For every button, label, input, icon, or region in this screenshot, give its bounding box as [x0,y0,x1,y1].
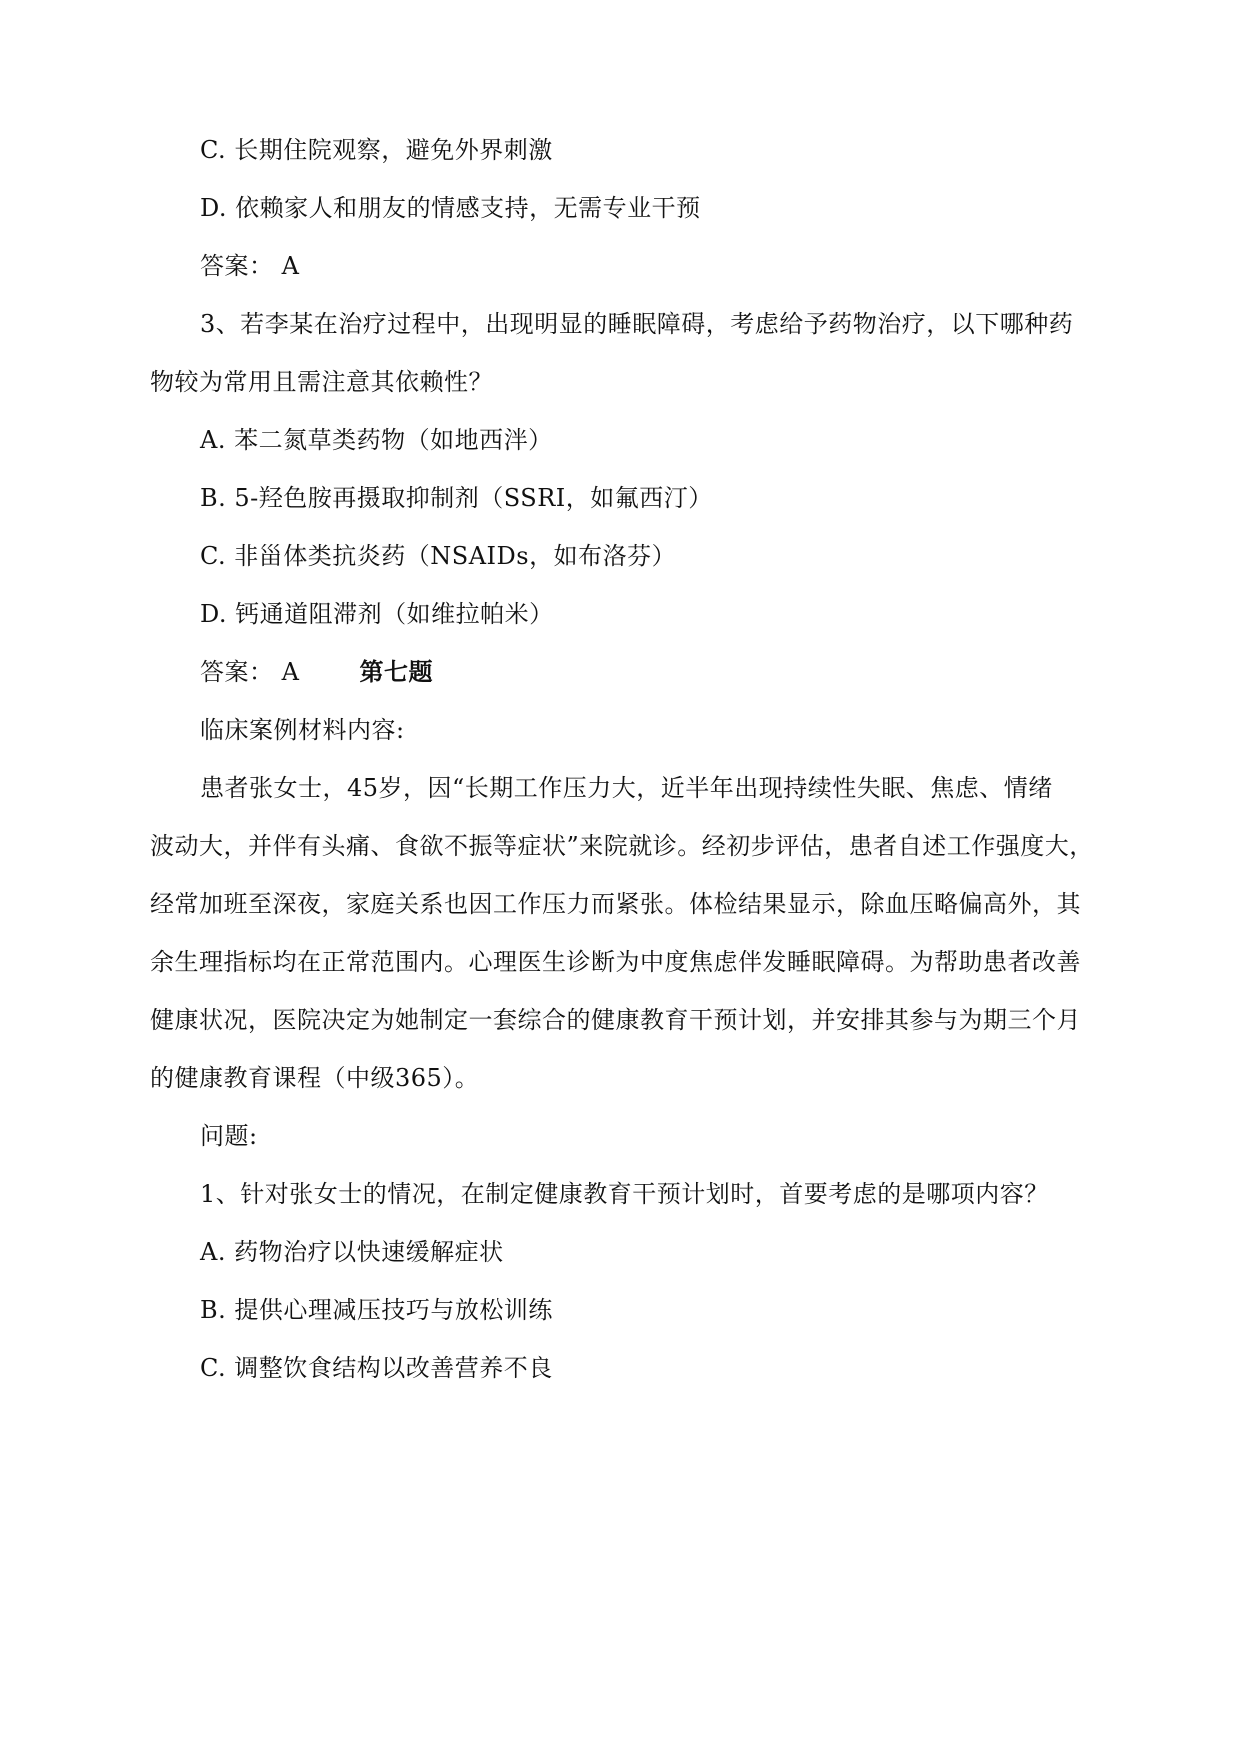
prev-option-c: C. 长期住院观察，避免外界刺激 [200,136,553,164]
case-line: 波动大，并伴有头痛、食欲不振等症状”来院就诊。经初步评估，患者自述工作强度大， [150,832,1094,860]
section-title: 第七题 [359,657,433,686]
q3-option-a: A. 苯二氮草类药物（如地西泮） [200,426,553,454]
prev-answer: 答案： A [200,252,300,280]
q3-option-b: B. 5-羟色胺再摄取抑制剂（SSRI，如氟西汀） [200,484,713,512]
prev-option-d: D. 依赖家人和朋友的情感支持，无需专业干预 [200,194,701,222]
q3-answer-row [200,656,433,688]
q1-stem: 1、针对张女士的情况，在制定健康教育干预计划时，首要考虑的是哪项内容？ [200,1180,1049,1208]
q3-stem-line-1: 3、若李某在治疗过程中，出现明显的睡眠障碍，考虑给予药物治疗，以下哪种药 [200,310,1074,338]
q1-option-c: C. 调整饮食结构以改善营养不良 [200,1354,553,1382]
case-line: 患者张女士，45岁，因“长期工作压力大，近半年出现持续性失眠、焦虑、情绪 [200,774,1053,802]
q1-option-b: B. 提供心理减压技巧与放松训练 [200,1296,553,1324]
case-heading: 临床案例材料内容: [200,716,405,744]
q1-option-a: A. 药物治疗以快速缓解症状 [200,1238,504,1266]
q3-option-d: D. 钙通道阻滞剂（如维拉帕米） [200,600,554,628]
case-line: 的健康教育课程（中级365）。 [150,1064,480,1092]
q3-stem-line-2: 物较为常用且需注意其依赖性？ [150,368,493,396]
case-line: 经常加班至深夜，家庭关系也因工作压力而紧张。体检结果显示，除血压略偏高外，其 [150,890,1081,918]
q3-answer: 答案： A [200,658,300,686]
q3-option-c: C. 非甾体类抗炎药（NSAIDs，如布洛芬） [200,542,677,570]
case-line: 余生理指标均在正常范围内。心理医生诊断为中度焦虑伴发睡眠障碍。为帮助患者改善 [150,948,1081,976]
case-line: 健康状况，医院决定为她制定一套综合的健康教育干预计划，并安排其参与为期三个月 [150,1006,1081,1034]
questions-heading: 问题: [200,1122,258,1150]
